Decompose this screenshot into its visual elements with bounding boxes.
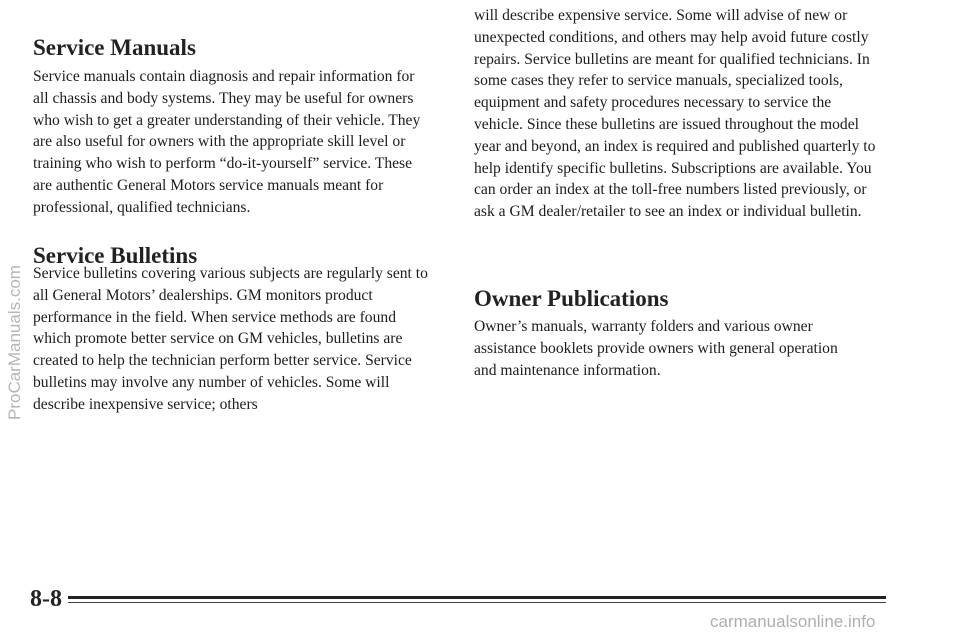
footer-rule-thick xyxy=(68,596,886,599)
service-bulletins-heading: Service Bulletins xyxy=(33,243,198,268)
service-manuals-heading: Service Manuals xyxy=(33,35,196,60)
service-bulletins-paragraph: Service bulletins covering various subjects are regularly sent to all General Motors’ dealerships. GM monitors product performance in the field. When service methods are found which promote better service on GM vehicles, bulletins are created to help the technician perform better service. Service bulletins may involve any number of vehicles. Some will describe inexpensive service; others xyxy=(33,265,428,413)
service-manuals-paragraph: Service manuals contain diagnosis and repair information for all chassis and body systems. They may be useful for owners who wish to get a greater understanding of their vehicle. They are also useful for owners with the appropriate skill level or training who wish to perform “do-it-yourself” service. These are authentic General Motors service manuals meant for professional, qualified technicians. xyxy=(33,68,421,216)
footer-rule-thin xyxy=(68,602,886,603)
bottom-watermark: carmanualsonline.info xyxy=(710,612,876,631)
page-number: 8-8 xyxy=(30,586,62,612)
side-watermark: ProCarManuals.com xyxy=(5,265,24,420)
footer-rule xyxy=(68,596,886,605)
service-bulletins-continued-paragraph: will describe expensive service. Some will advise of new or unexpected conditions, and others may help avoid future costly repairs. Service bulletins are meant for qualified technicians. In some cases they refer to service manuals, specialized tools, equipment and safety procedures necessary to service the vehicle. Since these bulletins are issued throughout the model year and beyond, an index is required and published quarterly to help identify specific bulletins. Subscriptions are available. You can order an index at the toll-free numbers listed previously, or ask a GM dealer/retailer to see an index or individual bulletin. xyxy=(474,7,876,221)
owner-publications-paragraph: Owner’s manuals, warranty folders and various owner assistance booklets provide owners with general operation and maintenance information. xyxy=(474,318,838,379)
owner-publications-heading: Owner Publications xyxy=(474,286,669,311)
